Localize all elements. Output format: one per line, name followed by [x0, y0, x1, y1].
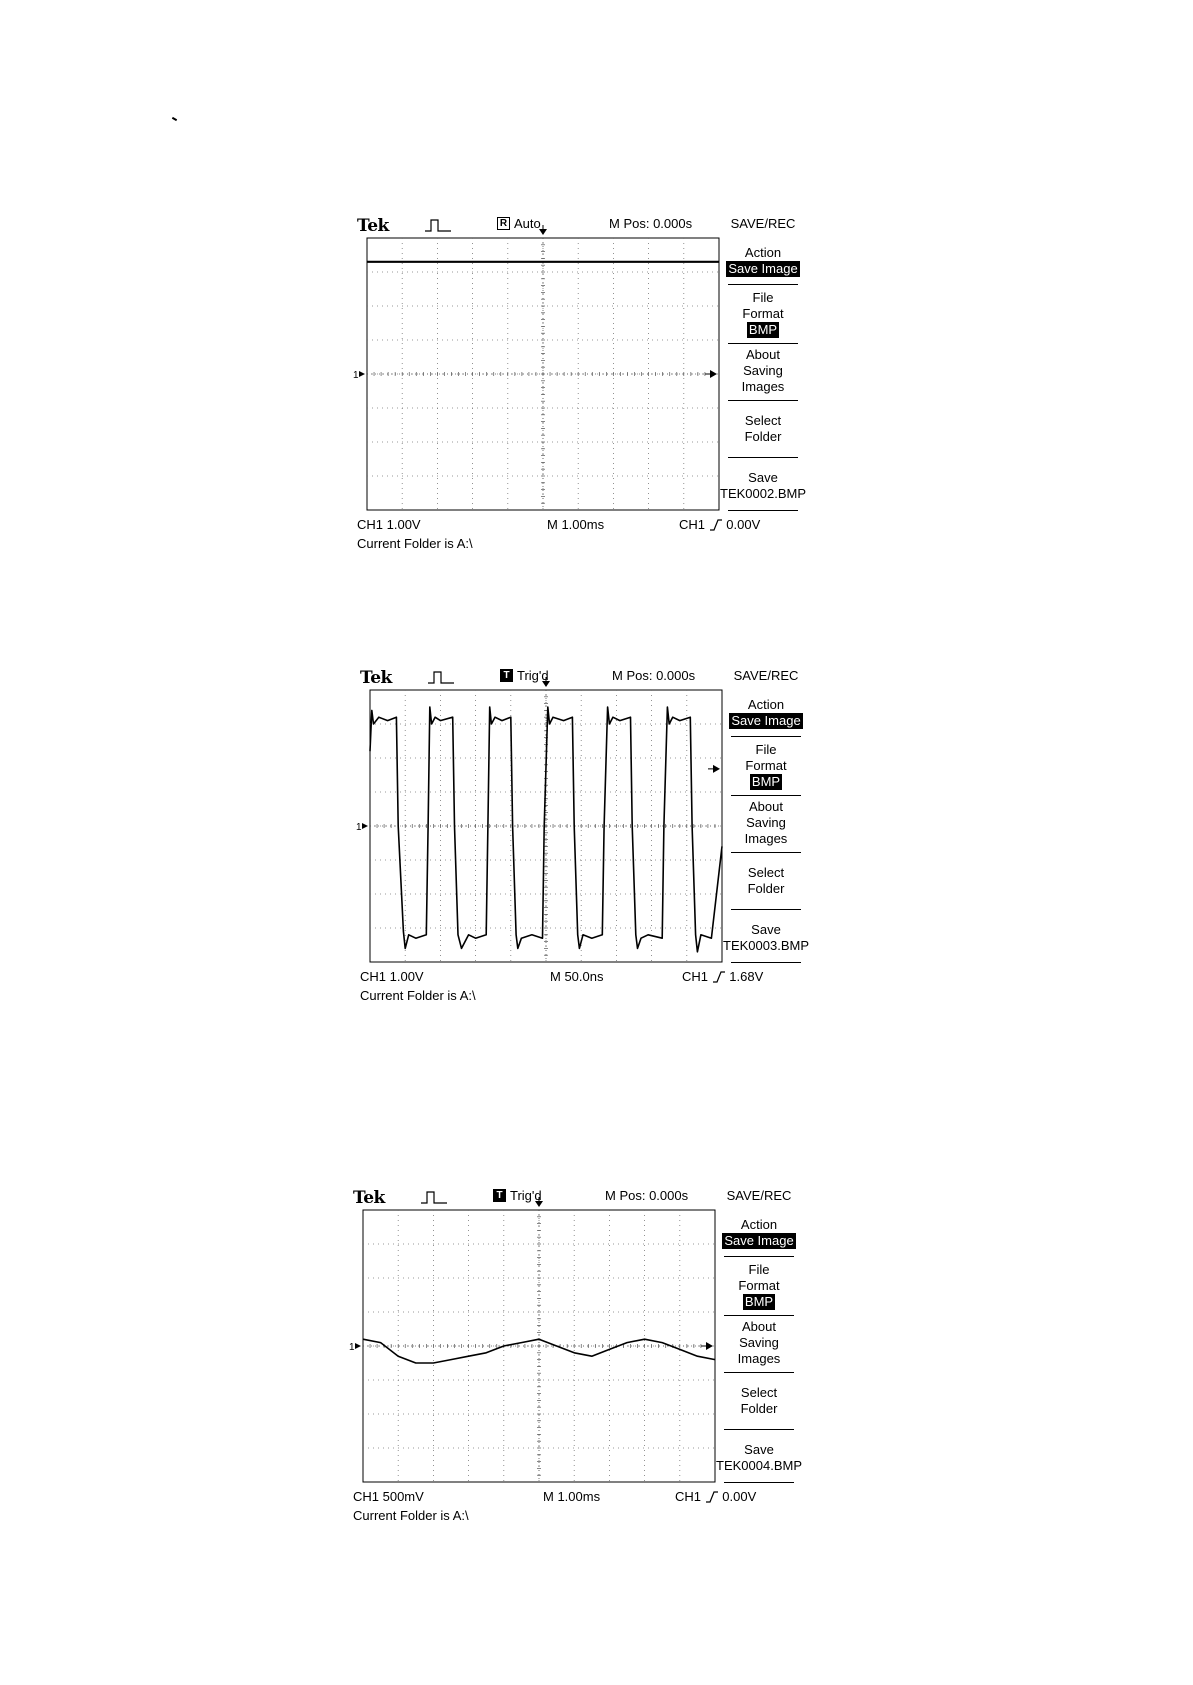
menu-divider — [724, 1315, 794, 1316]
menu-divider — [731, 736, 801, 737]
menu-title: SAVE/REC — [726, 1188, 792, 1203]
file-format-button[interactable] — [726, 288, 800, 340]
channel-1-ground-arrow — [355, 1343, 361, 1349]
menu-divider — [731, 962, 801, 963]
trigger-level-arrow — [713, 765, 720, 773]
save-file-button[interactable] — [720, 466, 806, 506]
menu-divider — [731, 909, 801, 910]
horizontal-position: M Pos: 0.000s — [609, 216, 693, 231]
menu-divider — [724, 1256, 794, 1257]
rising-edge-icon — [705, 1491, 719, 1503]
file-format-value: BMP — [748, 322, 778, 337]
save-filename: TEK0002.BMP — [720, 486, 806, 501]
save-label: Save — [744, 1442, 774, 1457]
save-file-button[interactable] — [716, 1438, 802, 1478]
current-folder: Current Folder is A:\ — [353, 1508, 469, 1523]
file-format-button[interactable] — [722, 1260, 796, 1312]
trigger-level: 0.00V — [722, 1489, 757, 1504]
trigger-readout — [679, 517, 760, 532]
horizontal-position: M Pos: 0.000s — [605, 1188, 689, 1203]
about-label-1: About — [749, 799, 783, 814]
file-format-label-1: File — [755, 742, 777, 757]
trigger-level-arrow — [706, 1342, 713, 1350]
graticule-grid — [367, 238, 719, 510]
menu-divider — [731, 852, 801, 853]
waveform-display — [356, 690, 722, 962]
file-format-value: BMP — [751, 774, 781, 789]
waveform-display — [353, 238, 719, 510]
save-filename: TEK0003.BMP — [723, 938, 809, 953]
action-label: Action — [747, 697, 785, 712]
action-button[interactable] — [726, 242, 800, 280]
save-filename: TEK0004.BMP — [716, 1458, 802, 1473]
file-format-label-2: Format — [745, 758, 787, 773]
timebase-scale: M 1.00ms — [543, 1489, 601, 1504]
about-label-2: Saving — [746, 815, 786, 830]
action-value: Save Image — [728, 261, 798, 276]
menu-divider — [728, 400, 798, 401]
timebase-scale: M 50.0ns — [550, 969, 604, 984]
save-file-button[interactable] — [723, 918, 809, 958]
oscilloscope-screen-2 — [356, 666, 820, 1021]
file-format-label-2: Format — [742, 306, 784, 321]
trigger-status-icon: T — [493, 1189, 506, 1202]
select-folder-label-2: Folder — [747, 881, 785, 896]
save-label: Save — [751, 922, 781, 937]
select-folder-button[interactable] — [726, 406, 800, 452]
rising-edge-icon — [712, 971, 726, 983]
graticule-grid — [370, 690, 722, 962]
menu-title: SAVE/REC — [730, 216, 796, 231]
graticule-markers — [349, 1197, 713, 1353]
action-value: Save Image — [724, 1233, 794, 1248]
action-button[interactable] — [722, 1214, 796, 1252]
graticule — [353, 238, 719, 510]
file-format-label-1: File — [748, 1262, 770, 1277]
trigger-status-icon: R — [497, 217, 510, 230]
select-folder-label-1: Select — [747, 865, 785, 880]
file-format-button[interactable] — [729, 740, 803, 792]
waveform-display — [349, 1210, 715, 1482]
save-rec-menu — [720, 214, 806, 510]
menu-divider — [724, 1372, 794, 1373]
trigger-status — [500, 668, 549, 683]
acquisition-pulse-icon — [425, 218, 451, 232]
save-label: Save — [748, 470, 778, 485]
about-label-3: Images — [741, 379, 785, 394]
oscilloscope-screen-1 — [353, 214, 817, 569]
channel-1-marker-label: 1 — [349, 1342, 355, 1353]
menu-divider — [728, 284, 798, 285]
graticule — [349, 1210, 715, 1482]
menu-divider — [731, 795, 801, 796]
channel-1-marker-label: 1 — [353, 370, 359, 381]
about-label-3: Images — [737, 1351, 781, 1366]
trigger-readout — [675, 1489, 756, 1504]
save-rec-menu — [723, 666, 809, 962]
stray-mark — [172, 117, 177, 121]
action-value: Save Image — [731, 713, 801, 728]
save-rec-menu — [716, 1186, 802, 1482]
rising-edge-icon — [709, 519, 723, 531]
brand-logo: Tek — [360, 668, 392, 688]
channel-1-ground-arrow — [359, 371, 365, 377]
file-format-label-2: Format — [738, 1278, 780, 1293]
action-label: Action — [744, 245, 782, 260]
select-folder-label-2: Folder — [744, 429, 782, 444]
about-label-1: About — [746, 347, 780, 362]
menu-divider — [728, 343, 798, 344]
channel-scale: CH1 1.00V — [357, 517, 421, 532]
horizontal-position: M Pos: 0.000s — [612, 668, 696, 683]
brand-logo: Tek — [357, 216, 389, 236]
file-format-value: BMP — [744, 1294, 774, 1309]
channel-1-ground-arrow — [362, 823, 368, 829]
select-folder-label-1: Select — [744, 413, 782, 428]
channel-1-marker-label: 1 — [356, 822, 362, 833]
channel-scale: CH1 500mV — [353, 1489, 424, 1504]
menu-title: SAVE/REC — [733, 668, 799, 683]
trigger-source: CH1 — [675, 1489, 702, 1504]
trigger-status-label: Auto — [514, 216, 541, 231]
trigger-status-label: Trig'd — [517, 668, 549, 683]
graticule-markers — [353, 225, 717, 381]
channel-scale: CH1 1.00V — [360, 969, 424, 984]
action-button[interactable] — [729, 694, 803, 732]
menu-divider — [724, 1482, 794, 1483]
select-folder-label-2: Folder — [740, 1401, 778, 1416]
about-saving-images-button[interactable] — [726, 345, 800, 397]
select-folder-button[interactable] — [729, 858, 803, 904]
trigger-status — [493, 1188, 542, 1203]
file-format-label-1: File — [752, 290, 774, 305]
trigger-source: CH1 — [679, 517, 706, 532]
about-label-2: Saving — [739, 1335, 779, 1350]
oscilloscope-screen-3 — [349, 1186, 813, 1541]
trigger-source: CH1 — [682, 969, 709, 984]
trigger-level: 0.00V — [726, 517, 761, 532]
trigger-status-label: Trig'd — [510, 1188, 542, 1203]
about-label-3: Images — [744, 831, 788, 846]
select-folder-button[interactable] — [722, 1378, 796, 1424]
acquisition-pulse-icon — [421, 1190, 447, 1204]
action-label: Action — [740, 1217, 778, 1232]
trigger-status-icon: T — [500, 669, 513, 682]
acquisition-pulse-icon — [428, 670, 454, 684]
graticule-grid — [363, 1210, 715, 1482]
trigger-level-arrow — [710, 370, 717, 378]
current-folder: Current Folder is A:\ — [360, 988, 476, 1003]
about-label-2: Saving — [743, 363, 783, 378]
trigger-level: 1.68V — [729, 969, 764, 984]
about-saving-images-button[interactable] — [729, 797, 803, 849]
menu-divider — [724, 1429, 794, 1430]
trigger-status — [497, 216, 541, 231]
select-folder-label-1: Select — [740, 1385, 778, 1400]
timebase-scale: M 1.00ms — [547, 517, 605, 532]
about-label-1: About — [742, 1319, 776, 1334]
brand-logo: Tek — [353, 1188, 385, 1208]
current-folder: Current Folder is A:\ — [357, 536, 473, 551]
graticule — [356, 690, 722, 962]
trigger-readout — [682, 969, 763, 984]
menu-divider — [728, 510, 798, 511]
about-saving-images-button[interactable] — [722, 1317, 796, 1369]
menu-divider — [728, 457, 798, 458]
